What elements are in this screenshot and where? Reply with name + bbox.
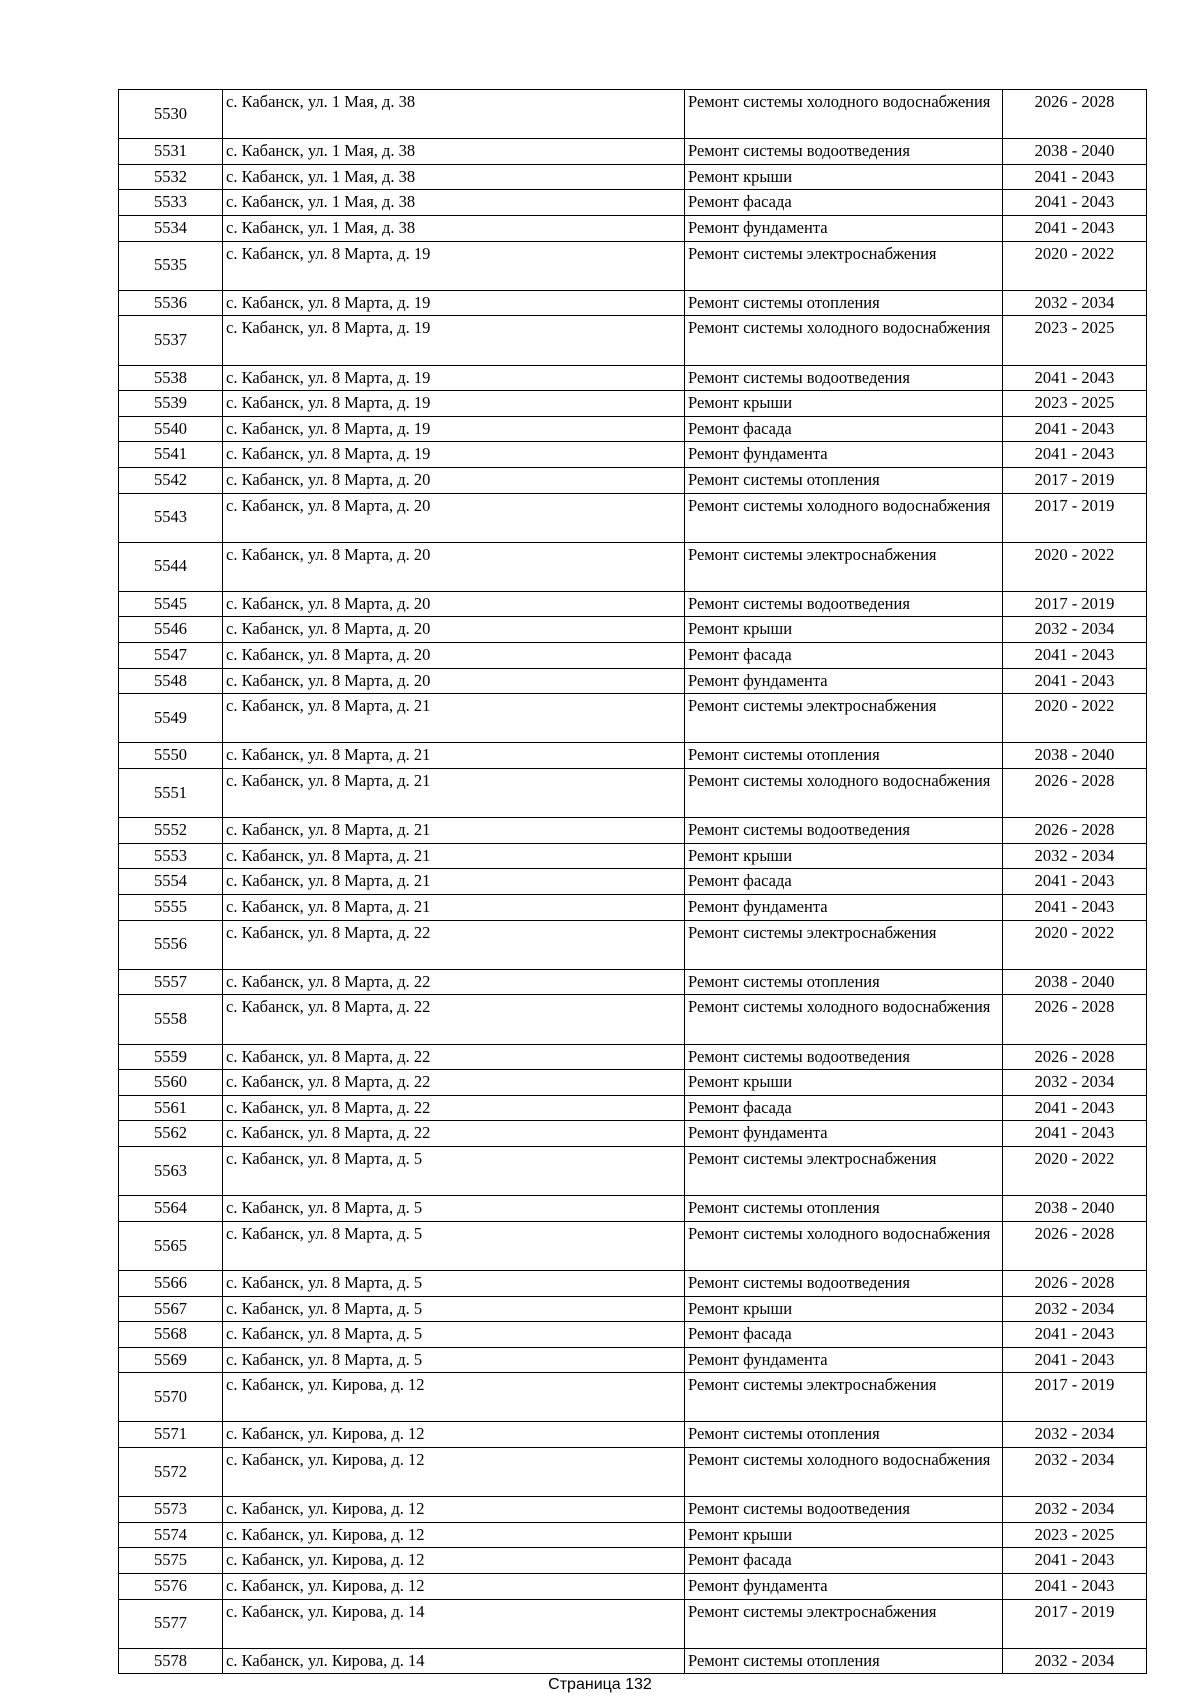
- table-row: [119, 416, 1147, 442]
- row-number-cell: 5577: [119, 1599, 223, 1648]
- row-number-cell: 5560: [119, 1070, 223, 1096]
- table-row: [119, 895, 1147, 921]
- table-row: [119, 1448, 1147, 1497]
- period-cell: 2026 - 2028: [1003, 818, 1147, 844]
- table-row: [119, 1548, 1147, 1574]
- table-row: [119, 1296, 1147, 1322]
- address-cell: с. Кабанск, ул. Кирова, д. 14: [223, 1648, 685, 1674]
- work-type-cell: Ремонт фасада: [685, 1548, 1003, 1574]
- address-cell: с. Кабанск, ул. 8 Марта, д. 22: [223, 1121, 685, 1147]
- work-type-cell: Ремонт системы электроснабжения: [685, 694, 1003, 743]
- work-type-cell: Ремонт фасада: [685, 643, 1003, 669]
- repair-schedule-table: [118, 89, 1147, 1674]
- work-type-cell: Ремонт фасада: [685, 190, 1003, 216]
- row-number-cell: 5565: [119, 1221, 223, 1270]
- work-type-cell: Ремонт системы водоотведения: [685, 365, 1003, 391]
- address-cell: с. Кабанск, ул. 8 Марта, д. 20: [223, 668, 685, 694]
- table-row: [119, 1044, 1147, 1070]
- work-type-cell: Ремонт крыши: [685, 164, 1003, 190]
- table-row: [119, 1422, 1147, 1448]
- table-row: [119, 1270, 1147, 1296]
- row-number-cell: 5539: [119, 391, 223, 417]
- row-number-cell: 5554: [119, 869, 223, 895]
- address-cell: с. Кабанск, ул. 8 Марта, д. 22: [223, 1070, 685, 1096]
- row-number-cell: 5535: [119, 241, 223, 290]
- row-number-cell: 5563: [119, 1146, 223, 1195]
- work-type-cell: Ремонт крыши: [685, 617, 1003, 643]
- table-row: [119, 1599, 1147, 1648]
- table-row: [119, 391, 1147, 417]
- row-number-cell: 5534: [119, 215, 223, 241]
- row-number-cell: 5533: [119, 190, 223, 216]
- row-number-cell: 5545: [119, 591, 223, 617]
- address-cell: с. Кабанск, ул. 8 Марта, д. 19: [223, 290, 685, 316]
- table-row: [119, 1070, 1147, 1096]
- address-cell: с. Кабанск, ул. 8 Марта, д. 19: [223, 241, 685, 290]
- work-type-cell: Ремонт фасада: [685, 1322, 1003, 1348]
- period-cell: 2041 - 2043: [1003, 190, 1147, 216]
- period-cell: 2038 - 2040: [1003, 139, 1147, 165]
- table-row: [119, 1146, 1147, 1195]
- address-cell: с. Кабанск, ул. 1 Мая, д. 38: [223, 215, 685, 241]
- row-number-cell: 5543: [119, 493, 223, 542]
- period-cell: 2032 - 2034: [1003, 1448, 1147, 1497]
- address-cell: с. Кабанск, ул. 8 Марта, д. 5: [223, 1221, 685, 1270]
- table-row: [119, 215, 1147, 241]
- work-type-cell: Ремонт системы электроснабжения: [685, 1599, 1003, 1648]
- row-number-cell: 5575: [119, 1548, 223, 1574]
- work-type-cell: Ремонт системы отопления: [685, 290, 1003, 316]
- period-cell: 2041 - 2043: [1003, 215, 1147, 241]
- table-row: [119, 241, 1147, 290]
- row-number-cell: 5538: [119, 365, 223, 391]
- period-cell: 2032 - 2034: [1003, 617, 1147, 643]
- table-row: [119, 1322, 1147, 1348]
- address-cell: с. Кабанск, ул. 8 Марта, д. 5: [223, 1196, 685, 1222]
- address-cell: с. Кабанск, ул. 8 Марта, д. 22: [223, 920, 685, 969]
- table-row: [119, 1221, 1147, 1270]
- work-type-cell: Ремонт фундамента: [685, 1574, 1003, 1600]
- work-type-cell: Ремонт системы холодного водоснабжения: [685, 493, 1003, 542]
- table-row: [119, 643, 1147, 669]
- row-number-cell: 5548: [119, 668, 223, 694]
- table-row: [119, 769, 1147, 818]
- table-row: [119, 1196, 1147, 1222]
- address-cell: с. Кабанск, ул. 8 Марта, д. 21: [223, 843, 685, 869]
- row-number-cell: 5553: [119, 843, 223, 869]
- table-row: [119, 1497, 1147, 1523]
- period-cell: 2017 - 2019: [1003, 467, 1147, 493]
- period-cell: 2023 - 2025: [1003, 316, 1147, 365]
- table-row: [119, 969, 1147, 995]
- row-number-cell: 5555: [119, 895, 223, 921]
- address-cell: с. Кабанск, ул. 8 Марта, д. 5: [223, 1322, 685, 1348]
- work-type-cell: Ремонт системы отопления: [685, 1648, 1003, 1674]
- row-number-cell: 5576: [119, 1574, 223, 1600]
- table-row: [119, 316, 1147, 365]
- period-cell: 2023 - 2025: [1003, 391, 1147, 417]
- row-number-cell: 5530: [119, 90, 223, 139]
- work-type-cell: Ремонт фасада: [685, 416, 1003, 442]
- address-cell: с. Кабанск, ул. 8 Марта, д. 21: [223, 694, 685, 743]
- period-cell: 2041 - 2043: [1003, 1322, 1147, 1348]
- address-cell: с. Кабанск, ул. 8 Марта, д. 20: [223, 617, 685, 643]
- row-number-cell: 5551: [119, 769, 223, 818]
- work-type-cell: Ремонт системы отопления: [685, 1422, 1003, 1448]
- table-row: [119, 869, 1147, 895]
- work-type-cell: Ремонт системы отопления: [685, 743, 1003, 769]
- period-cell: 2032 - 2034: [1003, 1422, 1147, 1448]
- period-cell: 2020 - 2022: [1003, 920, 1147, 969]
- period-cell: 2026 - 2028: [1003, 1044, 1147, 1070]
- address-cell: с. Кабанск, ул. 8 Марта, д. 5: [223, 1296, 685, 1322]
- row-number-cell: 5564: [119, 1196, 223, 1222]
- work-type-cell: Ремонт системы электроснабжения: [685, 241, 1003, 290]
- period-cell: 2026 - 2028: [1003, 1221, 1147, 1270]
- period-cell: 2041 - 2043: [1003, 442, 1147, 468]
- address-cell: с. Кабанск, ул. Кирова, д. 12: [223, 1548, 685, 1574]
- row-number-cell: 5542: [119, 467, 223, 493]
- table-row: [119, 542, 1147, 591]
- table-row: [119, 818, 1147, 844]
- period-cell: 2032 - 2034: [1003, 1296, 1147, 1322]
- work-type-cell: Ремонт фасада: [685, 1095, 1003, 1121]
- work-type-cell: Ремонт крыши: [685, 1522, 1003, 1548]
- address-cell: с. Кабанск, ул. Кирова, д. 12: [223, 1574, 685, 1600]
- row-number-cell: 5559: [119, 1044, 223, 1070]
- address-cell: с. Кабанск, ул. 8 Марта, д. 19: [223, 391, 685, 417]
- table-row: [119, 1574, 1147, 1600]
- address-cell: с. Кабанск, ул. 8 Марта, д. 21: [223, 895, 685, 921]
- period-cell: 2017 - 2019: [1003, 1373, 1147, 1422]
- row-number-cell: 5531: [119, 139, 223, 165]
- table-row: [119, 290, 1147, 316]
- row-number-cell: 5540: [119, 416, 223, 442]
- work-type-cell: Ремонт системы холодного водоснабжения: [685, 1221, 1003, 1270]
- period-cell: 2017 - 2019: [1003, 1599, 1147, 1648]
- row-number-cell: 5544: [119, 542, 223, 591]
- period-cell: 2041 - 2043: [1003, 895, 1147, 921]
- table-row: [119, 591, 1147, 617]
- row-number-cell: 5574: [119, 1522, 223, 1548]
- table-row: [119, 365, 1147, 391]
- address-cell: с. Кабанск, ул. 8 Марта, д. 22: [223, 969, 685, 995]
- work-type-cell: Ремонт системы холодного водоснабжения: [685, 90, 1003, 139]
- row-number-cell: 5578: [119, 1648, 223, 1674]
- period-cell: 2041 - 2043: [1003, 164, 1147, 190]
- table-row: [119, 1095, 1147, 1121]
- period-cell: 2026 - 2028: [1003, 1270, 1147, 1296]
- table-body: [119, 90, 1147, 1674]
- address-cell: с. Кабанск, ул. Кирова, д. 12: [223, 1522, 685, 1548]
- address-cell: с. Кабанск, ул. 8 Марта, д. 20: [223, 542, 685, 591]
- table-row: [119, 743, 1147, 769]
- row-number-cell: 5558: [119, 995, 223, 1044]
- row-number-cell: 5567: [119, 1296, 223, 1322]
- work-type-cell: Ремонт системы водоотведения: [685, 818, 1003, 844]
- period-cell: 2041 - 2043: [1003, 1121, 1147, 1147]
- period-cell: 2020 - 2022: [1003, 1146, 1147, 1195]
- address-cell: с. Кабанск, ул. Кирова, д. 12: [223, 1448, 685, 1497]
- address-cell: с. Кабанск, ул. 8 Марта, д. 19: [223, 365, 685, 391]
- work-type-cell: Ремонт крыши: [685, 843, 1003, 869]
- period-cell: 2020 - 2022: [1003, 694, 1147, 743]
- period-cell: 2026 - 2028: [1003, 90, 1147, 139]
- row-number-cell: 5550: [119, 743, 223, 769]
- row-number-cell: 5568: [119, 1322, 223, 1348]
- work-type-cell: Ремонт крыши: [685, 391, 1003, 417]
- table-row: [119, 1648, 1147, 1674]
- address-cell: с. Кабанск, ул. 8 Марта, д. 19: [223, 316, 685, 365]
- address-cell: с. Кабанск, ул. 8 Марта, д. 22: [223, 1095, 685, 1121]
- address-cell: с. Кабанск, ул. Кирова, д. 12: [223, 1497, 685, 1523]
- address-cell: с. Кабанск, ул. 8 Марта, д. 22: [223, 995, 685, 1044]
- work-type-cell: Ремонт фундамента: [685, 215, 1003, 241]
- work-type-cell: Ремонт фундамента: [685, 1347, 1003, 1373]
- period-cell: 2017 - 2019: [1003, 493, 1147, 542]
- table-row: [119, 694, 1147, 743]
- row-number-cell: 5557: [119, 969, 223, 995]
- period-cell: 2032 - 2034: [1003, 290, 1147, 316]
- row-number-cell: 5571: [119, 1422, 223, 1448]
- address-cell: с. Кабанск, ул. 8 Марта, д. 21: [223, 769, 685, 818]
- period-cell: 2032 - 2034: [1003, 843, 1147, 869]
- address-cell: с. Кабанск, ул. Кирова, д. 12: [223, 1422, 685, 1448]
- address-cell: с. Кабанск, ул. 1 Мая, д. 38: [223, 139, 685, 165]
- work-type-cell: Ремонт системы отопления: [685, 1196, 1003, 1222]
- work-type-cell: Ремонт фундамента: [685, 1121, 1003, 1147]
- row-number-cell: 5561: [119, 1095, 223, 1121]
- address-cell: с. Кабанск, ул. Кирова, д. 14: [223, 1599, 685, 1648]
- table-row: [119, 1121, 1147, 1147]
- work-type-cell: Ремонт крыши: [685, 1296, 1003, 1322]
- row-number-cell: 5569: [119, 1347, 223, 1373]
- table-row: [119, 467, 1147, 493]
- work-type-cell: Ремонт системы электроснабжения: [685, 920, 1003, 969]
- period-cell: 2032 - 2034: [1003, 1648, 1147, 1674]
- row-number-cell: 5547: [119, 643, 223, 669]
- address-cell: с. Кабанск, ул. 8 Марта, д. 5: [223, 1347, 685, 1373]
- address-cell: с. Кабанск, ул. 8 Марта, д. 21: [223, 869, 685, 895]
- address-cell: с. Кабанск, ул. Кирова, д. 12: [223, 1373, 685, 1422]
- row-number-cell: 5536: [119, 290, 223, 316]
- period-cell: 2041 - 2043: [1003, 668, 1147, 694]
- page-number: Страница 132: [548, 1676, 652, 1693]
- row-number-cell: 5532: [119, 164, 223, 190]
- row-number-cell: 5562: [119, 1121, 223, 1147]
- work-type-cell: Ремонт фундамента: [685, 668, 1003, 694]
- work-type-cell: Ремонт системы электроснабжения: [685, 1373, 1003, 1422]
- work-type-cell: Ремонт системы отопления: [685, 969, 1003, 995]
- period-cell: 2041 - 2043: [1003, 1574, 1147, 1600]
- table-row: [119, 843, 1147, 869]
- table-row: [119, 617, 1147, 643]
- period-cell: 2032 - 2034: [1003, 1497, 1147, 1523]
- address-cell: с. Кабанск, ул. 8 Марта, д. 20: [223, 467, 685, 493]
- table-row: [119, 190, 1147, 216]
- work-type-cell: Ремонт системы отопления: [685, 467, 1003, 493]
- work-type-cell: Ремонт системы холодного водоснабжения: [685, 316, 1003, 365]
- table-row: [119, 493, 1147, 542]
- period-cell: 2020 - 2022: [1003, 241, 1147, 290]
- address-cell: с. Кабанск, ул. 8 Марта, д. 21: [223, 743, 685, 769]
- period-cell: 2038 - 2040: [1003, 969, 1147, 995]
- table-row: [119, 1373, 1147, 1422]
- period-cell: 2041 - 2043: [1003, 365, 1147, 391]
- period-cell: 2026 - 2028: [1003, 995, 1147, 1044]
- address-cell: с. Кабанск, ул. 8 Марта, д. 20: [223, 493, 685, 542]
- period-cell: 2041 - 2043: [1003, 1548, 1147, 1574]
- address-cell: с. Кабанск, ул. 8 Марта, д. 22: [223, 1044, 685, 1070]
- period-cell: 2023 - 2025: [1003, 1522, 1147, 1548]
- address-cell: с. Кабанск, ул. 1 Мая, д. 38: [223, 190, 685, 216]
- address-cell: с. Кабанск, ул. 1 Мая, д. 38: [223, 90, 685, 139]
- address-cell: с. Кабанск, ул. 8 Марта, д. 20: [223, 591, 685, 617]
- period-cell: 2041 - 2043: [1003, 643, 1147, 669]
- address-cell: с. Кабанск, ул. 8 Марта, д. 19: [223, 416, 685, 442]
- period-cell: 2038 - 2040: [1003, 1196, 1147, 1222]
- address-cell: с. Кабанск, ул. 8 Марта, д. 5: [223, 1146, 685, 1195]
- table-row: [119, 139, 1147, 165]
- period-cell: 2032 - 2034: [1003, 1070, 1147, 1096]
- work-type-cell: Ремонт системы водоотведения: [685, 1497, 1003, 1523]
- period-cell: 2041 - 2043: [1003, 1347, 1147, 1373]
- address-cell: с. Кабанск, ул. 8 Марта, д. 21: [223, 818, 685, 844]
- work-type-cell: Ремонт фасада: [685, 869, 1003, 895]
- row-number-cell: 5537: [119, 316, 223, 365]
- table-row: [119, 164, 1147, 190]
- row-number-cell: 5549: [119, 694, 223, 743]
- period-cell: 2038 - 2040: [1003, 743, 1147, 769]
- table-row: [119, 1347, 1147, 1373]
- row-number-cell: 5541: [119, 442, 223, 468]
- work-type-cell: Ремонт системы электроснабжения: [685, 542, 1003, 591]
- period-cell: 2020 - 2022: [1003, 542, 1147, 591]
- row-number-cell: 5552: [119, 818, 223, 844]
- address-cell: с. Кабанск, ул. 8 Марта, д. 5: [223, 1270, 685, 1296]
- period-cell: 2041 - 2043: [1003, 869, 1147, 895]
- table-row: [119, 442, 1147, 468]
- row-number-cell: 5546: [119, 617, 223, 643]
- table-row: [119, 668, 1147, 694]
- row-number-cell: 5570: [119, 1373, 223, 1422]
- table-row: [119, 995, 1147, 1044]
- period-cell: 2041 - 2043: [1003, 416, 1147, 442]
- row-number-cell: 5556: [119, 920, 223, 969]
- table-row: [119, 920, 1147, 969]
- work-type-cell: Ремонт системы холодного водоснабжения: [685, 769, 1003, 818]
- row-number-cell: 5566: [119, 1270, 223, 1296]
- work-type-cell: Ремонт системы холодного водоснабжения: [685, 995, 1003, 1044]
- work-type-cell: Ремонт системы водоотведения: [685, 591, 1003, 617]
- work-type-cell: Ремонт фундамента: [685, 895, 1003, 921]
- address-cell: с. Кабанск, ул. 8 Марта, д. 20: [223, 643, 685, 669]
- row-number-cell: 5573: [119, 1497, 223, 1523]
- table-row: [119, 90, 1147, 139]
- period-cell: 2041 - 2043: [1003, 1095, 1147, 1121]
- work-type-cell: Ремонт системы водоотведения: [685, 139, 1003, 165]
- address-cell: с. Кабанск, ул. 1 Мая, д. 38: [223, 164, 685, 190]
- period-cell: 2026 - 2028: [1003, 769, 1147, 818]
- address-cell: с. Кабанск, ул. 8 Марта, д. 19: [223, 442, 685, 468]
- work-type-cell: Ремонт системы электроснабжения: [685, 1146, 1003, 1195]
- work-type-cell: Ремонт фундамента: [685, 442, 1003, 468]
- work-type-cell: Ремонт системы водоотведения: [685, 1044, 1003, 1070]
- period-cell: 2017 - 2019: [1003, 591, 1147, 617]
- row-number-cell: 5572: [119, 1448, 223, 1497]
- work-type-cell: Ремонт крыши: [685, 1070, 1003, 1096]
- work-type-cell: Ремонт системы холодного водоснабжения: [685, 1448, 1003, 1497]
- table-row: [119, 1522, 1147, 1548]
- work-type-cell: Ремонт системы водоотведения: [685, 1270, 1003, 1296]
